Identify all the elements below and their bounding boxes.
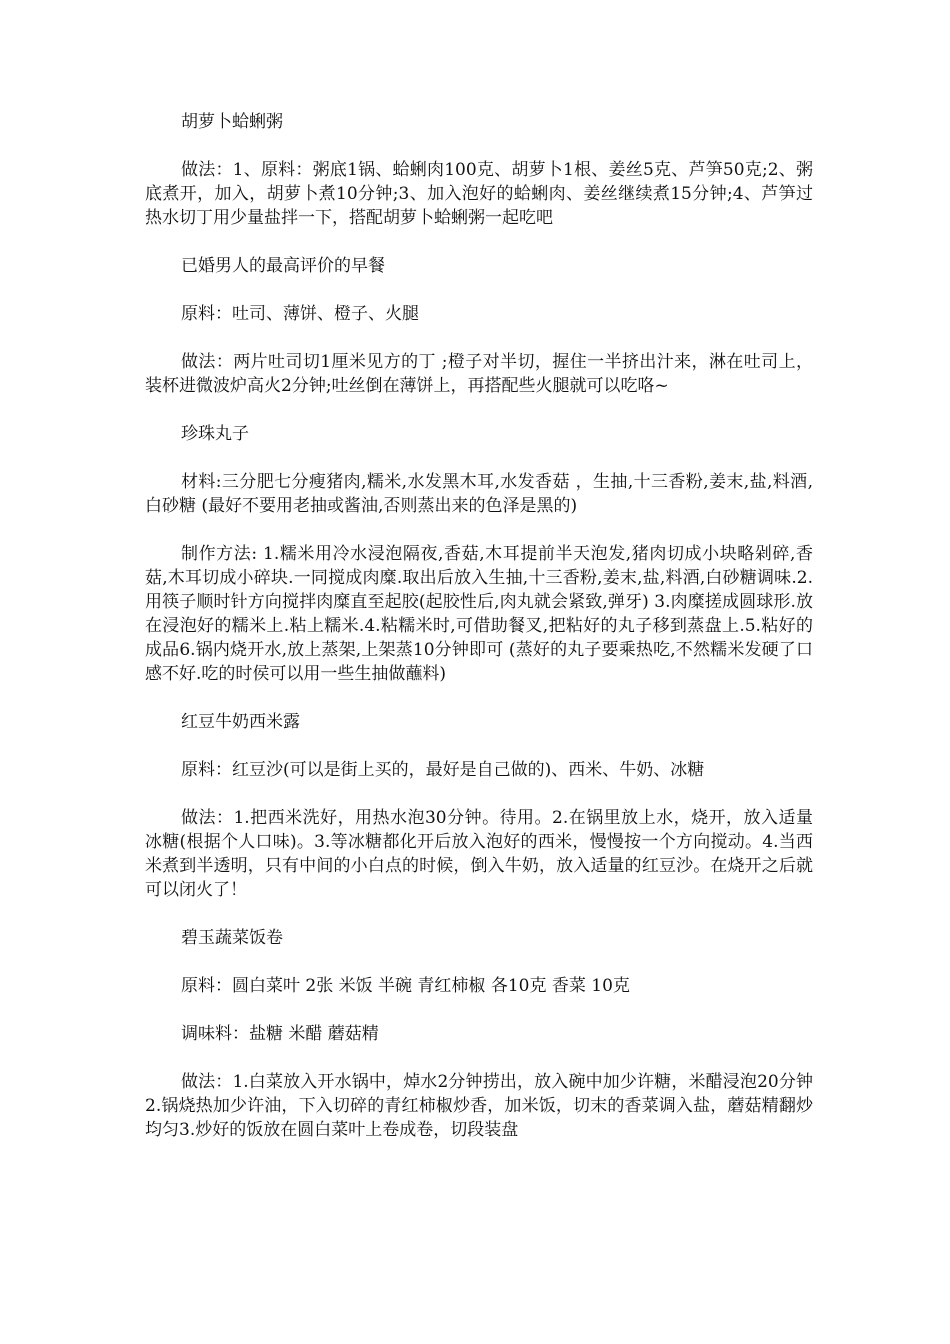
recipe-seasoning: 调味料：盐糖 米醋 蘑菇精	[181, 1024, 379, 1044]
recipe-title: 已婚男人的最高评价的早餐	[181, 256, 385, 276]
recipe-method: 制作方法: 1.糯米用冷水浸泡隔夜,香菇,木耳提前半天泡发,猪肉切成小块略剁碎,香菇,木耳切成小碎块.一同搅成肉糜.取出后放入生抽,十三香粉,姜末,盐,料酒,白砂糖调味.2.用筷子顺时针方向搅拌肉糜直至起胶(起胶性后,肉丸就会紧致,弹牙) 3.肉糜搓成圆球形.放在浸泡好的糯米上.粘上糯米.4.粘糯米时,可借助餐叉,把粘好的丸子移到蒸盘上.5.粘好的成品6.锅内烧开水,放上蒸架,上架蒸10分钟即可 (蒸好的丸子要乘热吃,不然糯米发硬了口感不好.吃的时侯可以用一些生抽做蘸料)	[145, 544, 813, 684]
recipe-title: 胡萝卜蛤蜊粥	[181, 112, 283, 132]
recipe-ingredients: 原料：圆白菜叶 2张 米饭 半碗 青红柿椒 各10克 香菜 10克	[181, 976, 630, 996]
recipe-title: 红豆牛奶西米露	[181, 712, 300, 732]
recipe-method: 做法：1、原料：粥底1锅、蛤蜊肉100克、胡萝卜1根、姜丝5克、芦笋50克;2、粥底煮开，加入，胡萝卜煮10分钟;3、加入泡好的蛤蜊肉、姜丝继续煮15分钟;4、芦笋过热水切丁用少量盐拌一下，搭配胡萝卜蛤蜊粥一起吃吧	[145, 160, 813, 228]
recipe-title: 珍珠丸子	[181, 424, 249, 444]
recipe-ingredients: 材料:三分肥七分瘦猪肉,糯米,水发黑木耳,水发香菇 ，生抽,十三香粉,姜末,盐,料酒,白砂糖 (最好不要用老抽或酱油,否则蒸出来的色泽是黑的)	[145, 472, 813, 516]
recipe-title: 碧玉蔬菜饭卷	[181, 928, 283, 948]
recipe-method: 做法：1.白菜放入开水锅中，焯水2分钟捞出，放入碗中加少许糖，米醋浸泡20分钟 2.锅烧热加少许油，下入切碎的青红柿椒炒香，加米饭，切末的香菜调入盐，蘑菇精翻炒均匀3.炒好的饭放在圆白菜叶上卷成卷，切段装盘	[145, 1072, 813, 1140]
recipe-method: 做法：1.把西米洗好，用热水泡30分钟。待用。2.在锅里放上水，烧开，放入适量冰糖(根据个人口味)。3.等冰糖都化开后放入泡好的西米，慢慢按一个方向搅动。4.当西米煮到半透明，只有中间的小白点的时候，倒入牛奶，放入适量的红豆沙。在烧开之后就可以闭火了！	[145, 808, 813, 900]
document-body	[145, 110, 813, 1166]
recipe-ingredients: 原料：红豆沙(可以是街上买的，最好是自己做的)、西米、牛奶、冰糖	[181, 760, 705, 780]
recipe-method: 做法：两片吐司切1厘米见方的丁 ;橙子对半切，握住一半挤出汁来，淋在吐司上，装杯进微波炉高火2分钟;吐丝倒在薄饼上，再搭配些火腿就可以吃咯~	[145, 352, 813, 396]
recipe-ingredients: 原料：吐司、薄饼、橙子、火腿	[181, 304, 419, 324]
